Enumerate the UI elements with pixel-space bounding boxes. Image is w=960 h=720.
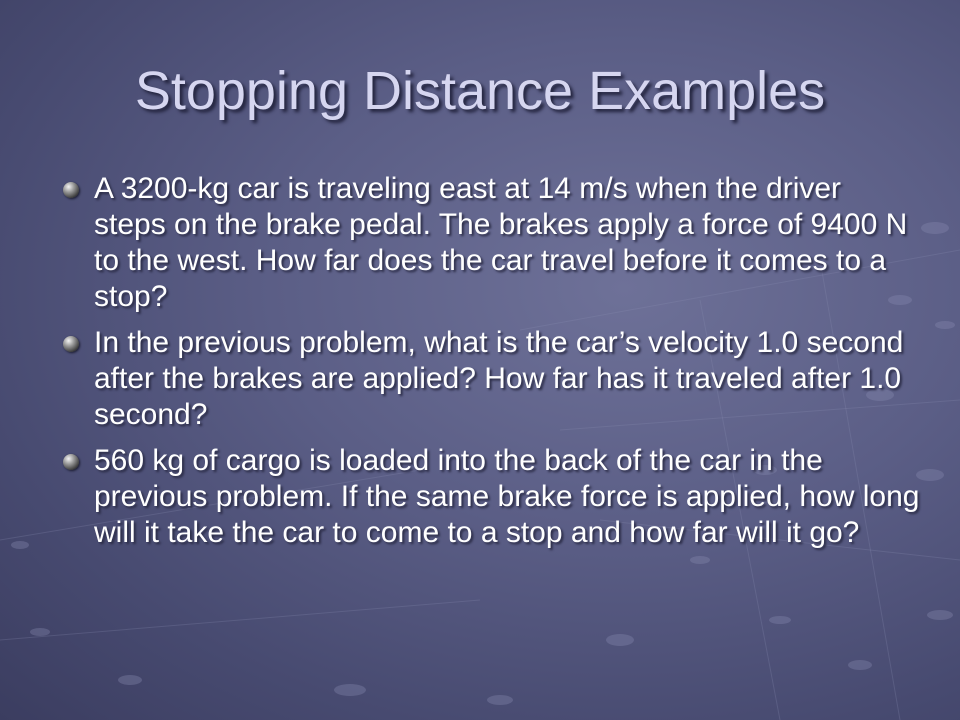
bullet-text: A 3200-kg car is traveling east at 14 m/s when the driver steps on the brake pedal. The brakes apply a force of 9400 N to the west. How far does the car travel before it comes to a stop? xyxy=(94,172,908,313)
bullet-item xyxy=(60,443,920,551)
bullet-item xyxy=(60,171,920,315)
bullet-text: In the previous problem, what is the car’s velocity 1.0 second after the brakes are applied? How far has it traveled after 1.0 second? xyxy=(94,326,904,431)
bullet-text: 560 kg of cargo is loaded into the back of the car in the previous problem. If the same brake force is applied, how long will it take the car to come to a stop and how far will it go? xyxy=(94,444,920,549)
sphere-bullet-icon xyxy=(63,182,79,198)
sphere-bullet-icon xyxy=(63,454,79,470)
sphere-bullet-icon xyxy=(63,336,79,352)
slide-title: Stopping Distance Examples xyxy=(134,61,826,121)
bullet-list xyxy=(60,171,920,561)
bullet-item xyxy=(60,325,920,433)
